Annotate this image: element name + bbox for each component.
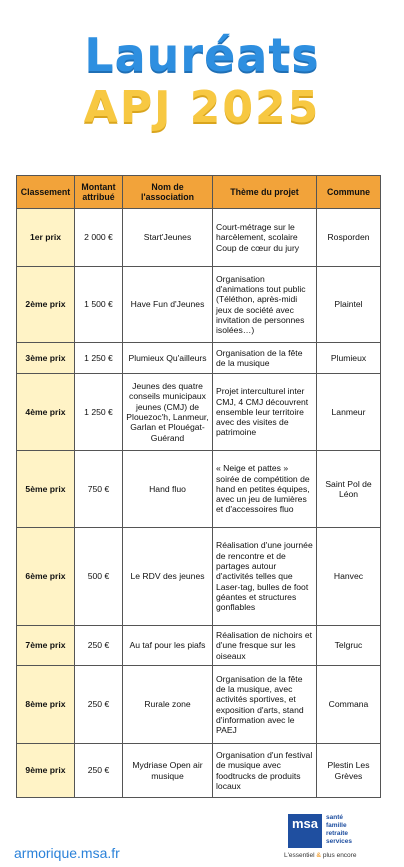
- msa-tagline: [284, 852, 356, 859]
- cell-commune: Hanvec: [317, 528, 381, 626]
- table-row: [17, 744, 381, 798]
- cell-rank: 7ème prix: [17, 626, 75, 666]
- header-association: Nom de l'association: [123, 176, 213, 209]
- cell-commune: Commana: [317, 666, 381, 744]
- cell-commune: Plaintel: [317, 267, 381, 343]
- cell-association: Rurale zone: [123, 666, 213, 744]
- cell-association: Start'Jeunes: [123, 209, 213, 267]
- cell-commune: Rosporden: [317, 209, 381, 267]
- website-link[interactable]: armorique.msa.fr: [14, 845, 120, 861]
- cell-amount: 1 250 €: [75, 343, 123, 374]
- logo-line: famille: [326, 822, 347, 829]
- cell-amount: 1 250 €: [75, 374, 123, 451]
- cell-amount: 2 000 €: [75, 209, 123, 267]
- msa-logo: [284, 812, 396, 862]
- laureats-table: [16, 175, 381, 798]
- msa-logo-mark: msa: [288, 814, 322, 848]
- cell-association: Have Fun d'Jeunes: [123, 267, 213, 343]
- cell-commune: Saint Pol de Léon: [317, 451, 381, 528]
- table-row: [17, 267, 381, 343]
- cell-association: Hand fluo: [123, 451, 213, 528]
- cell-commune: Telgruc: [317, 626, 381, 666]
- cell-rank: 1er prix: [17, 209, 75, 267]
- cell-theme: Réalisation d'une journée de rencontre et de partages autour d'activités telles que Laser-tag, bulles de foot géantes et structures gonflables: [213, 528, 317, 626]
- cell-amount: 500 €: [75, 528, 123, 626]
- table-row: [17, 209, 381, 267]
- cell-rank: 2ème prix: [17, 267, 75, 343]
- cell-rank: 6ème prix: [17, 528, 75, 626]
- table-row: [17, 451, 381, 528]
- tagline-before: L'essentiel: [284, 852, 315, 859]
- cell-rank: 4ème prix: [17, 374, 75, 451]
- table-row: [17, 626, 381, 666]
- tagline-amp: &: [316, 852, 322, 859]
- cell-amount: 250 €: [75, 626, 123, 666]
- cell-rank: 5ème prix: [17, 451, 75, 528]
- table-row: [17, 374, 381, 451]
- header-montant: Montant attribué: [75, 176, 123, 209]
- cell-amount: 1 500 €: [75, 267, 123, 343]
- cell-association: Jeunes des quatre conseils municipaux jeunes (CMJ) de Plouezoc'h, Lanmeur, Garlan et Plouégat-Guérand: [123, 374, 213, 451]
- cell-theme: Organisation de la fête de la musique: [213, 343, 317, 374]
- table-row: [17, 343, 381, 374]
- cell-theme: Projet interculturel inter CMJ, 4 CMJ découvrent ensemble leur territoire avec des visites de patrimoine: [213, 374, 317, 451]
- cell-commune: Plumieux: [317, 343, 381, 374]
- cell-association: Le RDV des jeunes: [123, 528, 213, 626]
- title-apj-2025: APJ 2025: [83, 82, 321, 133]
- cell-theme: Organisation de la fête de la musique, avec activités sportives, et exposition d'arts, stand d'information avec le PAEJ: [213, 666, 317, 744]
- header-classement: Classement: [17, 176, 75, 209]
- table-row: [17, 528, 381, 626]
- cell-theme: Court-métrage sur le harcèlement, scolaire Coup de cœur du jury: [213, 209, 317, 267]
- cell-association: Mydriase Open air musique: [123, 744, 213, 798]
- logo-line: santé: [326, 814, 343, 821]
- cell-amount: 250 €: [75, 744, 123, 798]
- cell-amount: 750 €: [75, 451, 123, 528]
- cell-amount: 250 €: [75, 666, 123, 744]
- cell-commune: Plestin Les Grèves: [317, 744, 381, 798]
- cell-association: Au taf pour les piafs: [123, 626, 213, 666]
- cell-rank: 3ème prix: [17, 343, 75, 374]
- cell-rank: 9ème prix: [17, 744, 75, 798]
- table-row: [17, 666, 381, 744]
- header-commune: Commune: [317, 176, 381, 209]
- msa-logo-lines: [326, 814, 352, 846]
- table-header-row: [17, 176, 381, 209]
- cell-commune: Lanmeur: [317, 374, 381, 451]
- cell-theme: Organisation d'un festival de musique avec foodtrucks de produits locaux: [213, 744, 317, 798]
- cell-association: Plumieux Qu'ailleurs: [123, 343, 213, 374]
- cell-theme: Réalisation de nichoirs et d'une fresque sur les oiseaux: [213, 626, 317, 666]
- cell-theme: « Neige et pattes » soirée de compétition de hand en petites équipes, avec un jeu de lumières et d'accessoires fluo: [213, 451, 317, 528]
- title-laureats: Lauréats: [84, 28, 320, 82]
- logo-line: retraite: [326, 830, 349, 837]
- tagline-after: plus encore: [322, 852, 357, 859]
- title-block: [0, 28, 404, 134]
- logo-line: services: [326, 838, 353, 845]
- cell-rank: 8ème prix: [17, 666, 75, 744]
- header-theme: Thème du projet: [213, 176, 317, 209]
- cell-theme: Organisation d'animations tout public (Téléthon, après-midi jeux de société avec invitation de personnes isolées…): [213, 267, 317, 343]
